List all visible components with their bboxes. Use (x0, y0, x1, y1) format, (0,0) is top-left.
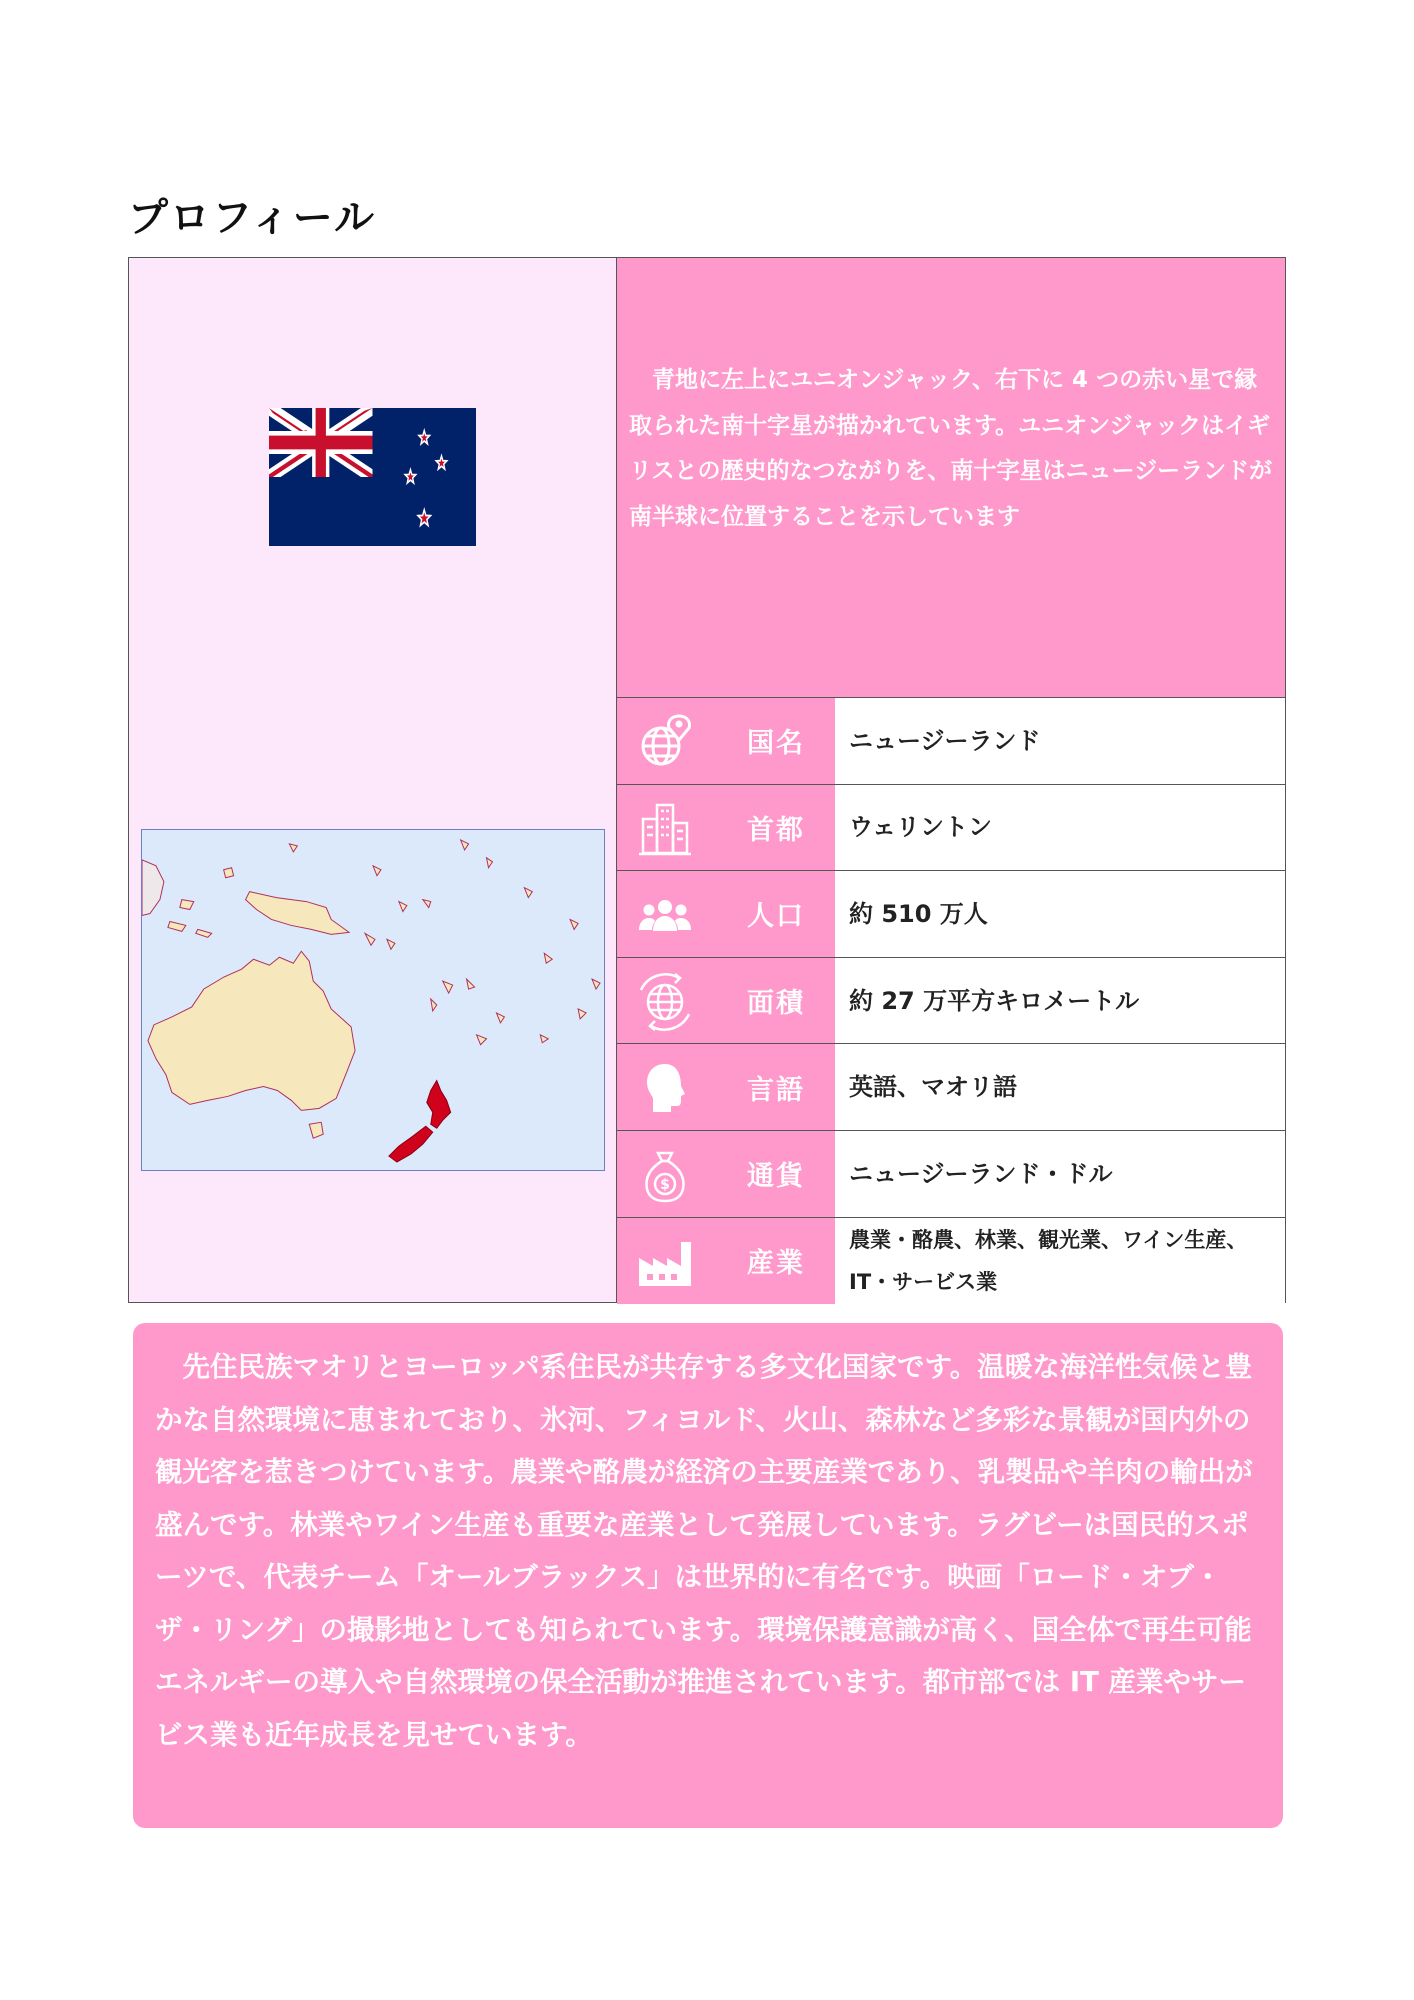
people-icon (635, 885, 695, 945)
row-label: 人口 (717, 871, 835, 957)
flag-description: 青地に左上にユニオンジャック、右下に 4 つの赤い星で縁取られた南十字星が描かれています。ユニオンジャックはイギリスとの歴史的なつながりを、南十字星はニュージーランドが南半球に位置することを示しています (629, 367, 1273, 530)
flag-description-panel (617, 258, 1285, 698)
globe-pin-icon (635, 712, 695, 772)
profile-row-country (617, 698, 1285, 785)
page-title: プロフィール (128, 195, 376, 241)
row-label: 首都 (717, 785, 835, 871)
row-value: 英語、マオリ語 (835, 1044, 1285, 1130)
visual-panel (129, 258, 617, 1302)
row-label: 面積 (717, 958, 835, 1044)
profile-row-capital (617, 785, 1285, 872)
profile-row-population (617, 871, 1285, 958)
row-label: 国名 (717, 698, 835, 784)
speaking-head-icon (635, 1058, 695, 1118)
row-label: 産業 (717, 1218, 835, 1305)
row-label: 通貨 (717, 1131, 835, 1217)
row-value: ウェリントン (835, 785, 1285, 871)
profile-row-language (617, 1044, 1285, 1131)
profile-row-industry (617, 1218, 1285, 1305)
summary-text: 先住民族マオリとヨーロッパ系住民が共存する多文化国家です。温暖な海洋性気候と豊かな自然環境に恵まれており、氷河、フィヨルド、火山、森林など多彩な景観が国内外の観光客を惹きつけています。農業や酪農が経済の主要産業であり、乳製品や羊肉の輸出が盛んです。林業やワイン生産も重要な産業として発展しています。ラグビーは国民的スポーツで、代表チーム「オールブラックス」は世界的に有名です。映画「ロード・オブ・ザ・リング」の撮影地としても知られています。環境保護意識が高く、国全体で再生可能エネルギーの導入や自然環境の保全活動が推進されています。都市部では IT 産業やサービス業も近年成長を見せています。 (155, 1351, 1253, 1751)
row-value: 約 510 万人 (835, 871, 1285, 957)
money-bag-icon (635, 1145, 695, 1205)
row-value: 農業・酪農、林業、観光業、ワイン生産、IT・サービス業 (835, 1218, 1285, 1305)
factory-icon (635, 1232, 695, 1292)
profile-rows (617, 698, 1285, 1304)
row-value: ニュージーランド・ドル (835, 1131, 1285, 1217)
globe-arrows-icon (635, 972, 695, 1032)
row-value: 約 27 万平方キロメートル (835, 958, 1285, 1044)
profile-row-area (617, 958, 1285, 1045)
oceania-map (141, 829, 605, 1171)
new-zealand-flag (269, 408, 476, 546)
summary-panel (133, 1323, 1283, 1828)
profile-table (128, 257, 1286, 1303)
profile-row-currency (617, 1131, 1285, 1218)
row-value: ニュージーランド (835, 698, 1285, 784)
row-label: 言語 (717, 1044, 835, 1130)
svg-text:$: $ (660, 1176, 670, 1193)
buildings-icon (635, 799, 695, 859)
